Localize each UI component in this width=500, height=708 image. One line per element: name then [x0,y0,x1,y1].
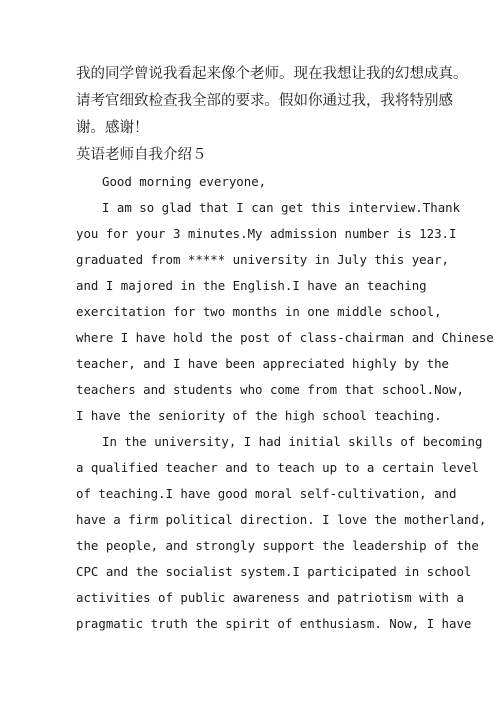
paragraph1-line-7: teacher, and I have been appreciated highly by the [76,356,449,371]
paragraph2-line-4: have a firm political direction. I love the motherland, [76,512,487,527]
paragraph2-line-7: activities of public awareness and patriotism with a [76,590,464,605]
chinese-line-1: 我的同学曾说我看起来像个老师。现在我想让我的幻想成真。 [76,66,468,82]
paragraph1-line-2: you for your 3 minutes.My admission number is 123.I [76,226,457,241]
paragraph1-line-1: I am so glad that I can get this interview.Thank [102,200,461,215]
chinese-line-2: 请考官细致检查我全部的要求。假如你通过我，我将特别感 [76,93,453,109]
paragraph2-line-2: a qualified teacher and to teach up to a certain level [76,460,479,475]
paragraph2-line-8: pragmatic truth the spirit of enthusiasm. Now, I have [76,616,472,631]
chinese-line-3: 谢。感谢！ [76,120,149,136]
paragraph1-line-9: I have the seniority of the high school teaching. [76,408,442,423]
paragraph1-line-5: exercitation for two months in one middle school, [76,304,442,319]
paragraph2-line-3: of teaching.I have good moral self-cultivation, and [76,486,457,501]
paragraph2-line-6: CPC and the socialist system.I participated in school [76,564,472,579]
greeting-line: Good morning everyone, [102,174,267,189]
paragraph2-line-1: In the university, I had initial skills of becoming [102,434,483,449]
section-heading: 英语老师自我介绍５ [76,147,207,163]
paragraph1-line-8: teachers and students who come from that school.Now, [76,382,464,397]
paragraph1-line-6: where I have hold the post of class-chairman and Chinese [76,330,494,345]
paragraph1-line-3: graduated from ***** university in July this year, [76,252,449,267]
paragraph1-line-4: and I majored in the English.I have an teaching [76,278,427,293]
paragraph2-line-5: the people, and strongly support the leadership of the [76,538,479,553]
